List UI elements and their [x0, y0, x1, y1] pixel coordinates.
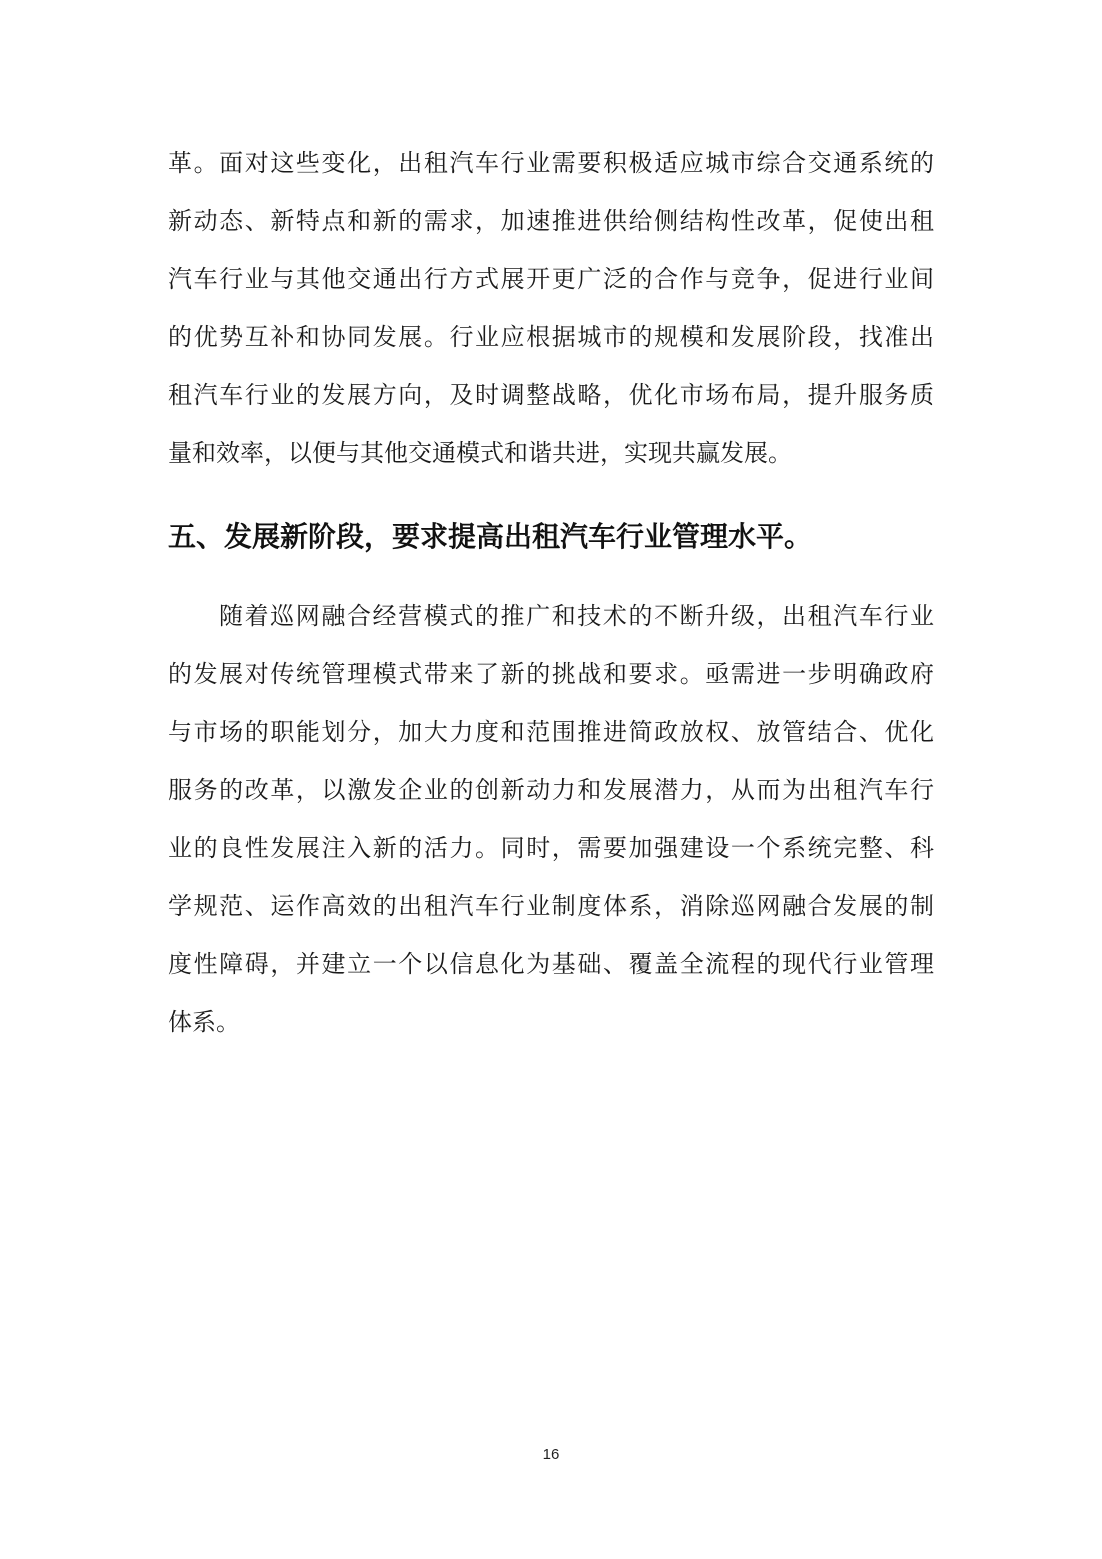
paragraph-line: 与市场的职能划分，加大力度和范围推进简政放权、放管结合、优化 — [168, 718, 934, 746]
paragraph-line: 度性障碍，并建立一个以信息化为基础、覆盖全流程的现代行业管理 — [168, 950, 934, 978]
paragraph-line: 业的良性发展注入新的活力。同时，需要加强建设一个系统完整、科 — [168, 834, 934, 862]
paragraph-line: 革。面对这些变化，出租汽车行业需要积极适应城市综合交通系统的 — [168, 149, 934, 177]
paragraph-line: 体系。 — [168, 1008, 240, 1036]
paragraph-line: 服务的改革，以激发企业的创新动力和发展潜力，从而为出租汽车行 — [168, 776, 934, 804]
paragraph-line: 租汽车行业的发展方向，及时调整战略，优化市场布局，提升服务质 — [168, 381, 934, 409]
paragraph-line: 学规范、运作高效的出租汽车行业制度体系，消除巡网融合发展的制 — [168, 892, 934, 920]
paragraph-line: 随着巡网融合经营模式的推广和技术的不断升级，出租汽车行业 — [219, 602, 934, 630]
section-heading: 五、发展新阶段，要求提高出租汽车行业管理水平。 — [168, 520, 813, 553]
paragraph-line: 的优势互补和协同发展。行业应根据城市的规模和发展阶段，找准出 — [168, 323, 934, 351]
paragraph-line: 新动态、新特点和新的需求，加速推进供给侧结构性改革，促使出租 — [168, 207, 934, 235]
paragraph-line: 的发展对传统管理模式带来了新的挑战和要求。亟需进一步明确政府 — [168, 660, 934, 688]
paragraph-line: 汽车行业与其他交通出行方式展开更广泛的合作与竞争，促进行业间 — [168, 265, 934, 293]
paragraph-line: 量和效率，以便与其他交通模式和谐共进，实现共赢发展。 — [168, 439, 792, 467]
section-paragraph — [168, 587, 934, 1051]
paragraph-continuation — [168, 134, 934, 482]
page-number: 16 — [542, 1446, 560, 1463]
